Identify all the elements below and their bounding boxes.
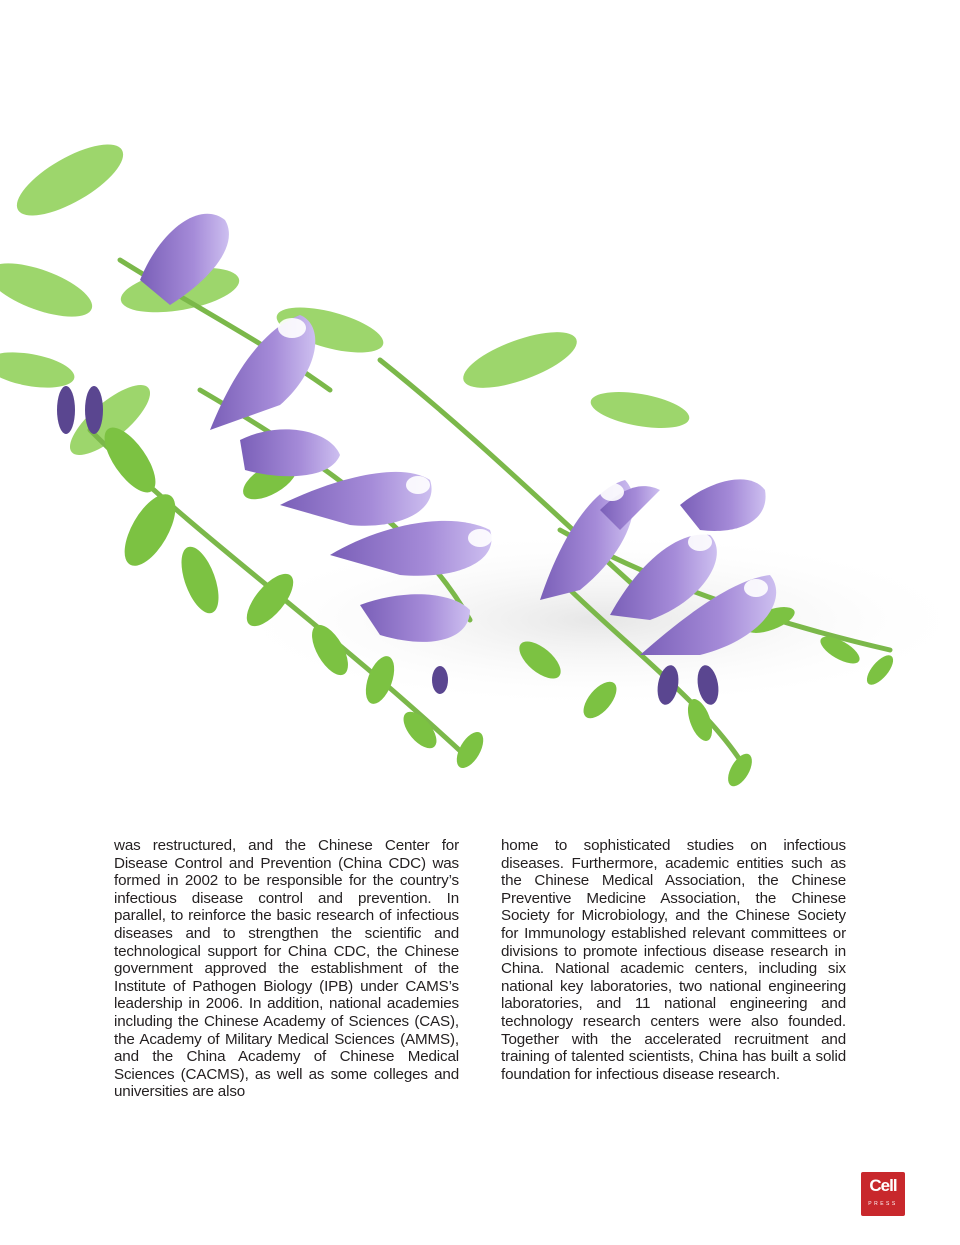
cell-press-logo [861,1172,905,1216]
body-text-left-column [114,837,459,1101]
scutellaria-flower-sprigs-photo [0,131,960,790]
logo-subtext: PRESS [868,1201,898,1207]
flower-photo [0,60,960,820]
body-text-right-column [501,837,846,1083]
logo-word: Cell [869,1176,897,1195]
body-paragraph-left: was restructured, and the Chinese Center for Disease Control and Prevention (China CDC) was formed in 2002 to be responsible for the country’s infectious disease control and prevention. In parallel, to reinforce the basic research of infectious diseases and to strengthen the scientific and technological support for China CDC, the Chinese government approved the establishment of the Institute of Pathogen Biology (IPB) under CAMS’s leadership in 2006. In addition, national academies including the Chinese Academy of Sciences (CAS), the Academy of Military Medical Sciences (AMMS), and the China Academy of Chinese Medical Sciences (CACMS), as well as some colleges and universities are also [114,837,459,1101]
body-paragraph-right: home to sophisticated studies on infectious diseases. Furthermore, academic entities such as the Chinese Medical Association, the Chinese Preventive Medicine Association, the Chinese Society for Microbiology, and the Chinese Society for Immunology established relevant committees or divisions to promote infectious disease research in China. National academic centers, including six national key laboratories, two national engineering laboratories, and 11 national engineering and technology research centers were also founded. Together with the accelerated recruitment and training of talented scientists, China has built a solid foundation for infectious disease research. [501,837,846,1083]
